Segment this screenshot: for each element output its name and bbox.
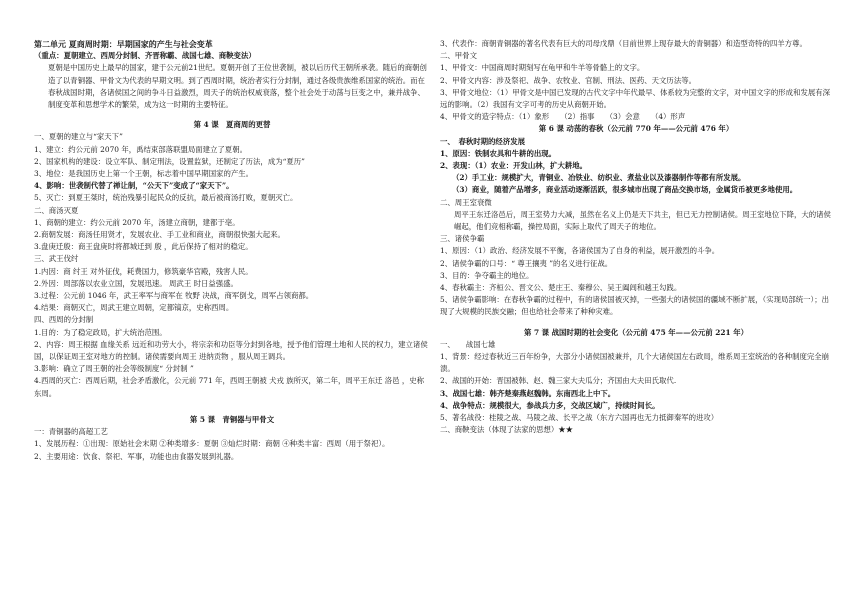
left-line: 一、夏朝的建立与“家天下” bbox=[34, 132, 123, 142]
left-line bbox=[34, 111, 430, 119]
right-line: 2、甲骨文内容：涉及祭祀、战争、农牧业、官制、刑法、医药、天文历法等。 bbox=[440, 75, 696, 85]
left-line: 夏朝是中国历史上最早的国家，建于公元前21世纪。夏朝开创了王位世袭制，被以后历代王朝所承袭。随后的商朝创造了以青铜器、甲骨文为代表的早期文明。到了西周时期，统治者实行分封制，通过各级贵族维系国家的统治。而在春秋战国时期，各诸侯国之间的争斗日益激烈，周天子的统治权威衰落，整个社会处于动荡与巨变之中，兼并战争、制度变革和思想学术的繁荣，成为这一时期的主要特征。 bbox=[48, 63, 427, 110]
right-line: （2）手工业：规模扩大，青铜业、冶铁业、纺织业、煮盐业以及漆器制作等都有所发展。 bbox=[452, 173, 746, 183]
right-line: 周平王东迁洛邑后，周王室势力大减，虽然在名义上仍是天下共主，但已无力控制诸侯。周王室地位下降，大的诸侯崛起，他们竞相称霸，操控局面，实际上取代了周天子的地位。 bbox=[454, 209, 831, 232]
right-line: 一、 战国七雄 bbox=[440, 339, 496, 349]
left-line: 二、商汤灭夏 bbox=[34, 205, 79, 215]
left-line: 2、主要用途：饮食、祭祀、军事，功能也由食器发展到礼器。 bbox=[34, 451, 239, 461]
right-line: 5、诸侯争霸影响：在春秋争霸的过程中，有的诸侯国被灭掉，一些强大的诸侯国的疆域不断扩展，（实现局部统一）；出现了大规模的民族交融；但也给社会带来了种种灾难。 bbox=[440, 295, 830, 317]
left-line: 3.影响：确立了周王朝的社会等级制度“ 分封制 ” bbox=[34, 364, 194, 374]
left-line: 2.外因：周部落以农业立国，发展迅速。 周武王 时日益强盛。 bbox=[34, 278, 238, 288]
left-line: 4.结果：商朝灭亡，周武王建立周朝，定都镐京，史称西周。 bbox=[34, 303, 234, 313]
right-line: 第 6 课 动荡的春秋（公元前 770 年——公元前 476 年） bbox=[538, 124, 734, 134]
right-line: 5、著名战役：桂陵之战、马陵之战、长平之战（东方六国再也无力抵御秦军的进攻） bbox=[440, 413, 719, 423]
left-line: 3.过程：公元前 1046 年，武王率军与商军在 牧野 决战，商军倒戈，周军占领商都。 bbox=[34, 291, 314, 301]
right-line: 二、周王室衰微 bbox=[440, 197, 492, 207]
left-line: 2.商朝发展：商汤任用贤才，发展农业、手工业和商业，商朝很快强大起来。 bbox=[34, 230, 285, 240]
left-line: 2、国家机构的建设：设立军队、制定刑法，设置监狱，还制定了历法，成为“夏历” bbox=[34, 156, 305, 166]
right-line: 1、原因：（1）政治、经济发展不平衡，各诸侯国为了自身的利益，展开激烈的斗争。 bbox=[440, 246, 720, 256]
right-line bbox=[440, 319, 832, 327]
right-line: 1、原因：铁制农具和牛耕的出现。 bbox=[440, 148, 557, 158]
left-line: 1、商朝的建立：约公元前 2070 年，汤建立商朝，建都于亳。 bbox=[34, 217, 240, 227]
right-line: 第 7 课 战国时期的社会变化（公元前 475 年——公元前 221 年） bbox=[524, 327, 748, 337]
right-line: 4、甲骨文的造字特点：（1）象形 （2）指事 （3）会意 （4）形声 bbox=[440, 112, 686, 122]
left-line: 3.盘庚迁殷：商王盘庚时将都城迁到 殷 ，此后保持了相对的稳定。 bbox=[34, 242, 253, 252]
left-line: 2、内容：周王根据 血缘关系 远近和功劳大小，将宗亲和功臣等分封到各地，授予他们管理土地和人民的权力，建立诸侯国，以保证周王室对地方的控制。诸侯需要向周王 进纳贡物 ，服从周王调兵。 bbox=[34, 339, 428, 362]
left-line: 4.西周的灭亡：西周后期，社会矛盾激化，公元前 771 年，西周王朝被 犬戎 族所灭，第二年，周平王东迁 洛邑 ，史称东周。 bbox=[34, 376, 425, 398]
left-line: 3、地位：是我国历史上第一个王朝，标志着中国早期国家的产生。 bbox=[34, 169, 254, 179]
right-line: 三、诸侯争霸 bbox=[440, 234, 485, 244]
left-line: 四、西周的分封制 bbox=[34, 315, 94, 325]
right-line: 4、春秋霸主：齐桓公、晋文公、楚庄王、秦穆公、吴王阖闾和越王勾践。 bbox=[440, 283, 682, 293]
right-line: 2、诸侯争霸的口号：“ 尊王攘夷 ”的名义进行征战。 bbox=[440, 258, 613, 268]
left-line: 5、灭亡：到夏王桀时，统治残暴引起民众的反抗，最后被商汤打败，夏朝灭亡。 bbox=[34, 193, 298, 203]
right-line: 3、甲骨文地位：（1）甲骨文是中国已发现的古代文字中年代最早、体系较为完整的文字，对中国文字的形成和发展有深远的影响。（2）我国有文字可考的历史从商朝开始。 bbox=[440, 87, 831, 110]
left-line: 第二单元 夏商周时期：早期国家的产生与社会变革 bbox=[34, 39, 213, 49]
right-line: 二、甲骨文 bbox=[440, 51, 477, 61]
left-line: 4、影响：世袭制代替了禅让制，“公天下”变成了“家天下”。 bbox=[34, 181, 234, 191]
left-column bbox=[34, 38, 430, 463]
right-line: 4、战争特点：规模很大，参战兵力多，交战区域广，持续时间长。 bbox=[440, 400, 660, 410]
right-line: 2、表现：（1）农业：开发山林，扩大耕地。 bbox=[440, 161, 588, 171]
right-line: 3、战国七雄：韩齐楚秦燕赵魏韩。东南西北上中下。 bbox=[440, 388, 616, 398]
right-column bbox=[440, 38, 832, 437]
right-line: 一、 春秋时期的经济发展 bbox=[440, 136, 525, 146]
left-line: 1.内因：商 纣王 对外征伐，耗费国力，修筑豪华宫殿，残害人民。 bbox=[34, 266, 253, 276]
left-line: 1、发展历程：①出现：原始社会末期 ②种类增多：夏朝 ③灿烂时期：商朝 ④种类丰富：西周（用于祭祀）。 bbox=[34, 439, 390, 449]
right-line: 2、战国的开始：晋国被韩、赵、魏三家大夫瓜分；齐国由大夫田氏取代. bbox=[440, 376, 677, 386]
right-line: 1、背景：经过春秋近三百年纷争，大部分小诸侯国被兼并，几个大诸侯国左右政局，维系周王室统治的各种制度完全崩溃。 bbox=[440, 352, 830, 374]
right-line: （3）商业，随着产品增多，商业活动逐渐活跃，很多城市出现了商品交换市场，金属货币被更多地使用。 bbox=[452, 185, 798, 195]
left-line: 第 5 课 青铜器与甲骨文 bbox=[189, 414, 275, 424]
left-line: 1、建立：约公元前 2070 年，禹结束部落联盟局面建立了夏朝。 bbox=[34, 144, 247, 154]
right-line: 3、代表作：商朝青铜器的著名代表有巨大的司母戊鼎（目前世界上现存最大的青铜器）和造型奇特的四羊方尊。 bbox=[440, 39, 807, 48]
right-line: 3、目的：争夺霸主的地位。 bbox=[440, 270, 534, 280]
left-line: 三、武王伐纣 bbox=[34, 254, 79, 264]
left-line: （重点：夏朝建立、西周分封制、齐晋称霸、战国七雄、商鞅变法） bbox=[34, 51, 256, 61]
left-line bbox=[34, 400, 430, 414]
left-line: 1.目的：为了稳定政局，扩大统治范围。 bbox=[34, 327, 167, 337]
right-line: 1、甲骨文：中国商周时期刻写在龟甲和牛羊等骨骼上的文字。 bbox=[440, 63, 645, 73]
left-line: 一：青铜器的高超工艺 bbox=[34, 427, 108, 437]
left-line: 第 4 课 夏商周的更替 bbox=[193, 120, 271, 130]
right-line: 二、商鞅变法（体现了法家的思想）★★ bbox=[440, 425, 574, 435]
